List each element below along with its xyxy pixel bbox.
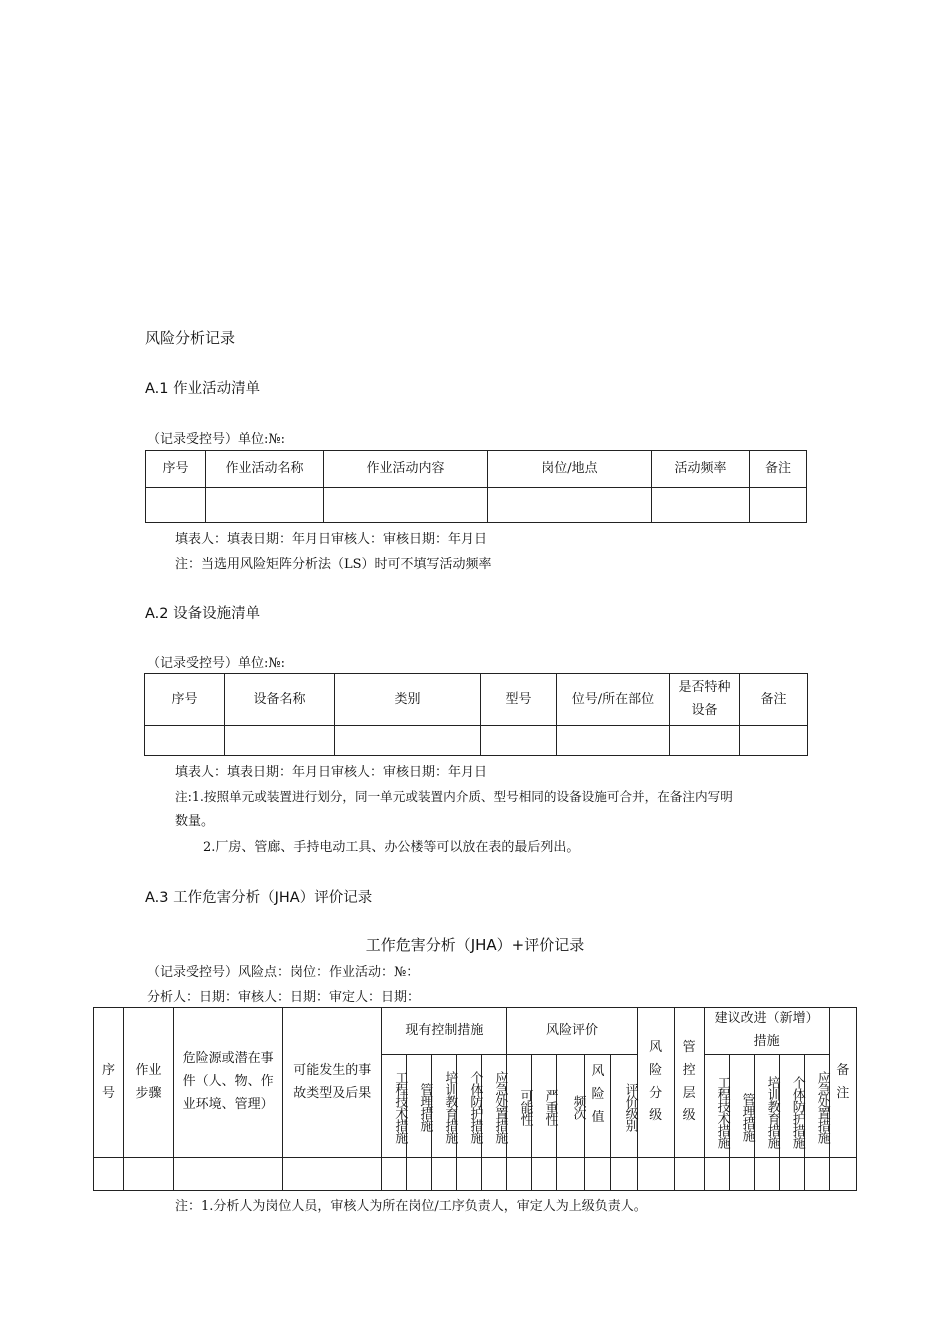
a3-meta-1: （记录受控号）风险点：岗位：作业活动：№：	[147, 965, 420, 980]
header-cell: 备注	[750, 451, 807, 488]
a1-footer: 填表人：填表日期：年月日审核人：审核日期：年月日	[175, 532, 488, 547]
empty-cell	[283, 1158, 382, 1191]
empty-cell	[585, 1158, 610, 1191]
empty-cell	[532, 1158, 557, 1191]
header-cell: 备注	[740, 674, 808, 726]
section-a3-heading: A.3 工作危害分析（JHA）评价记录	[145, 890, 373, 906]
a2-note-1: 注:1.按照单元或装置进行划分，同一单元或装置内介质、型号相同的设备设施可合并，在备注内写明	[175, 789, 733, 804]
empty-cell	[335, 726, 481, 756]
header-risk-grade: 风险分级	[637, 1008, 674, 1158]
empty-cell	[206, 488, 324, 523]
subheader-cell: 频次	[557, 1055, 585, 1158]
header-risk-evaluation: 风险评价	[507, 1008, 637, 1055]
subheader-cell: 风险值	[585, 1055, 610, 1158]
header-hazard: 危险源或潜在事件（人、物、作业环境、管理）	[174, 1008, 283, 1158]
empty-cell	[804, 1158, 829, 1191]
subheader-cell: 工程技术措施	[704, 1055, 729, 1158]
header-remark: 备注	[829, 1008, 856, 1158]
empty-cell	[324, 488, 488, 523]
header-step: 作业步骤	[124, 1008, 174, 1158]
subheader-cell: 可能性	[507, 1055, 532, 1158]
jha-table-title: 工作危害分析（JHA）+评价记录	[365, 936, 585, 954]
empty-cell	[754, 1158, 779, 1191]
empty-cell	[407, 1158, 432, 1191]
empty-cell	[94, 1158, 124, 1191]
empty-cell	[750, 488, 807, 523]
empty-cell	[124, 1158, 174, 1191]
empty-cell	[225, 726, 335, 756]
header-cell: 序号	[146, 451, 206, 488]
subheader-cell: 个体防护措施	[457, 1055, 482, 1158]
subheader-cell: 严重性	[532, 1055, 557, 1158]
empty-cell	[829, 1158, 856, 1191]
subheader-cell: 培训教育措施	[754, 1055, 779, 1158]
a2-note-1-cont: 数量。	[175, 814, 215, 829]
header-seq: 序号	[94, 1008, 124, 1158]
a1-note: 注：当选用风险矩阵分析法（LS）时可不填写活动频率	[175, 557, 492, 572]
table-row	[145, 726, 808, 756]
empty-cell	[507, 1158, 532, 1191]
empty-cell	[652, 488, 750, 523]
empty-cell	[779, 1158, 804, 1191]
a3-meta-2: 分析人：日期：审核人：日期：审定人：日期：	[147, 990, 421, 1005]
empty-cell	[488, 488, 652, 523]
subheader-cell: 个体防护措施	[779, 1055, 804, 1158]
empty-cell	[637, 1158, 674, 1191]
empty-cell	[382, 1158, 407, 1191]
empty-cell	[674, 1158, 704, 1191]
header-cell: 岗位/地点	[488, 451, 652, 488]
a2-note-2: 2.厂房、管廊、手持电动工具、办公楼等可以放在表的最后列出。	[203, 840, 580, 855]
header-cell: 是否特种设备	[670, 674, 740, 726]
header-cell: 序号	[145, 674, 225, 726]
empty-cell	[610, 1158, 637, 1191]
jha-table	[93, 1007, 857, 1191]
header-cell: 作业活动名称	[206, 451, 324, 488]
subheader-cell: 应急处置措施	[482, 1055, 507, 1158]
empty-cell	[729, 1158, 754, 1191]
header-consequence: 可能发生的事故类型及后果	[283, 1008, 382, 1158]
empty-cell	[432, 1158, 457, 1191]
header-cell: 作业活动内容	[324, 451, 488, 488]
table-row	[94, 1158, 857, 1191]
table-row	[146, 488, 807, 523]
doc-title: 风险分析记录	[145, 329, 236, 347]
empty-cell	[557, 726, 670, 756]
subheader-cell: 培训教育措施	[432, 1055, 457, 1158]
a2-meta: （记录受控号）单位:№:	[147, 656, 286, 671]
a1-meta: （记录受控号）单位:№:	[147, 432, 286, 447]
empty-cell	[557, 1158, 585, 1191]
subheader-cell: 工程技术措施	[382, 1055, 407, 1158]
header-cell: 活动频率	[652, 451, 750, 488]
a2-footer: 填表人：填表日期：年月日审核人：审核日期：年月日	[175, 765, 488, 780]
empty-cell	[704, 1158, 729, 1191]
header-suggested-measures: 建议改进（新增）措施	[704, 1008, 829, 1055]
header-control-level: 管控层级	[674, 1008, 704, 1158]
header-cell: 位号/所在部位	[557, 674, 670, 726]
header-cell: 设备名称	[225, 674, 335, 726]
empty-cell	[481, 726, 557, 756]
section-a1-heading: A.1 作业活动清单	[145, 381, 261, 397]
empty-cell	[482, 1158, 507, 1191]
empty-cell	[670, 726, 740, 756]
subheader-cell: 管理措施	[407, 1055, 432, 1158]
equipment-table	[144, 673, 808, 756]
header-cell: 型号	[481, 674, 557, 726]
activity-table	[145, 450, 807, 523]
empty-cell	[174, 1158, 283, 1191]
empty-cell	[457, 1158, 482, 1191]
subheader-cell: 评价级别	[610, 1055, 637, 1158]
subheader-cell: 管理措施	[729, 1055, 754, 1158]
empty-cell	[145, 726, 225, 756]
header-existing-controls: 现有控制措施	[382, 1008, 507, 1055]
empty-cell	[146, 488, 206, 523]
a3-note: 注：1.分析人为岗位人员，审核人为所在岗位/工序负责人，审定人为上级负责人。	[175, 1199, 647, 1214]
header-cell: 类别	[335, 674, 481, 726]
section-a2-heading: A.2 设备设施清单	[145, 606, 261, 622]
subheader-cell: 应急处置措施	[804, 1055, 829, 1158]
empty-cell	[740, 726, 808, 756]
